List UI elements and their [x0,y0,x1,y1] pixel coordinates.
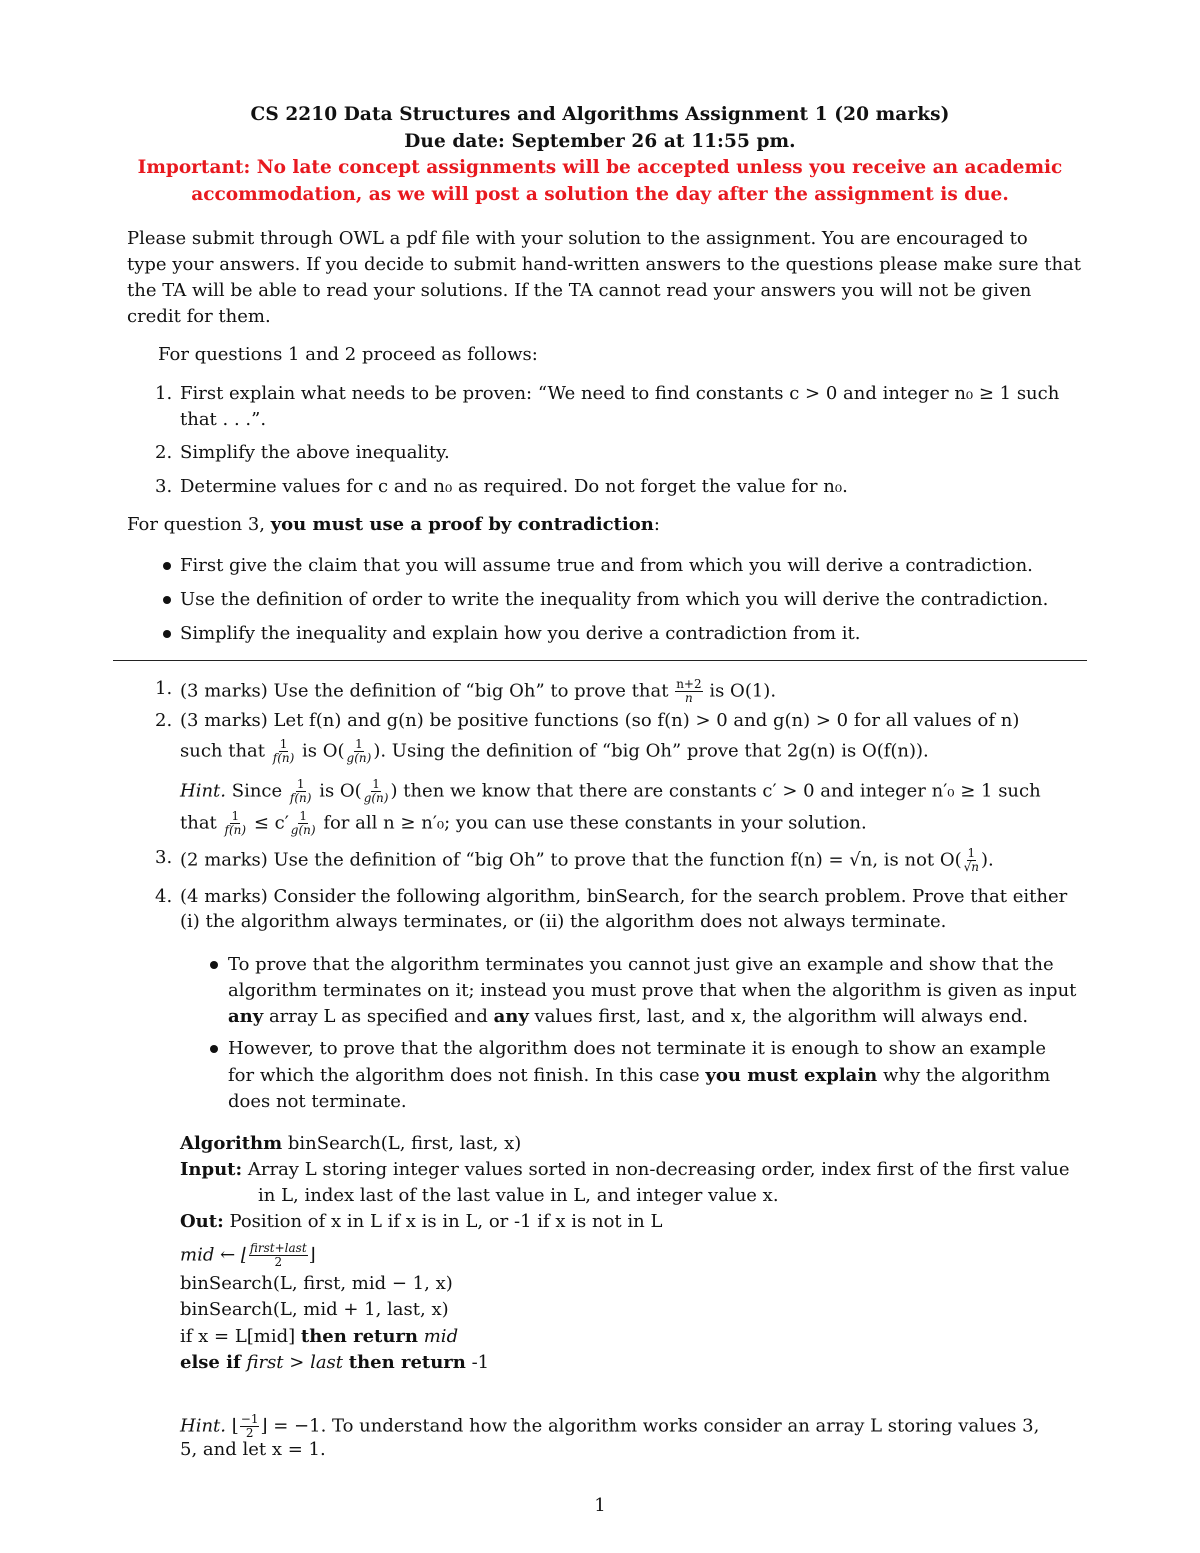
else-condition: first > last [240,1352,349,1373]
algorithm-call-1: binSearch(L, first, mid − 1, x) [180,1273,453,1294]
question-1-number: 1. [155,678,173,699]
final-hint-line-2: 5, and let x = 1. [180,1439,326,1460]
q2-frac-num: 1 [355,737,363,751]
mid-frac-den: 2 [274,1255,283,1269]
question-2-line-1: (3 marks) Let f(n) and g(n) be positive functions (so f(n) > 0 and g(n) > 0 for all values of n) [180,710,1020,731]
q12-step-1-line-2: that . . .”. [180,409,267,430]
due-date: Due date: September 26 at 11:55 pm. [404,131,796,152]
hint-frac-den: 2 [245,1426,254,1440]
q2-frac-den-f: f(n) [272,751,295,765]
hint-fraction [240,1413,260,1440]
assignment-title: CS 2210 Data Structures and Algorithms Assignment 1 (20 marks) [250,104,950,125]
q2-frac-num: 1 [296,777,305,791]
q4-must-explain: you must explain [705,1065,878,1086]
q12-step-1-line-1: First explain what needs to be proven: “We need to find constants c > 0 and integer n₀ ≥ 1 such [180,383,1060,404]
q4-any-2: any [493,1006,529,1027]
q2-hint-label: Hint. [180,780,227,802]
algorithm-out [180,1211,662,1233]
q2-frac-num: 1 [372,777,380,791]
q2-fraction-f [272,738,296,765]
out-label: Out: [180,1211,224,1232]
algorithm-if-line [180,1326,458,1348]
else-return-value: -1 [465,1352,490,1373]
q2-hint2-fraction-g [290,810,317,837]
q12-step-3: Determine values for c and n₀ as required. Do not forget the value for n₀. [180,476,848,497]
hint-text: ⌋ = −1. To understand how the algorithm works consider an array L storing values 3, [260,1415,1040,1437]
q2-fraction-g [346,738,373,765]
mid-frac-num: first+last [249,1241,307,1255]
q4-any-1: any [228,1006,264,1027]
algorithm-keyword: Algorithm [180,1133,283,1154]
question-3-number: 3. [155,847,173,868]
intro-line-2: type your answers. If you decide to submit hand-written answers to the questions please make sure that [127,254,1082,275]
final-hint-line-1 [180,1413,1039,1440]
q4-bullet-1-line-1: To prove that the algorithm terminates you cannot just give an example and show that the [228,954,1054,975]
q2-hint2-fraction-f [224,810,248,837]
hint-frac-num: −1 [240,1412,259,1426]
q4-bullet-1-line-2: algorithm terminates on it; instead you must prove that when the algorithm is given as input [228,980,1077,1001]
question-1 [180,678,776,705]
q12-step-2: Simplify the above inequality. [180,442,450,463]
then-return-2: then return [348,1352,466,1373]
algorithm-header [180,1133,521,1155]
input-label: Input: [180,1159,243,1180]
algorithm-mid-line [180,1242,316,1269]
q2-frac-den-g: g(n) [346,751,372,765]
q12-step-1-number: 1. [155,383,173,404]
q3-bullet-2: Use the definition of order to write the inequality from which you will derive the contradiction. [180,589,1049,610]
important-notice-line-1: Important: No late concept assignments will be accepted unless you receive an academic [137,157,1063,178]
mid-floor-close: ⌋ [308,1244,316,1266]
q2-using-definition: ). Using the definition of “big Oh” prove that 2g(n) is O(f(n)). [373,740,929,762]
q3-frac-num: 1 [967,846,976,860]
algorithm-call-2: binSearch(L, mid + 1, last, x) [180,1299,449,1320]
q2-hint-since: Since [231,780,283,802]
important-notice-line-2: accommodation, as we will post a solution the day after the assignment is due. [191,184,1009,205]
q2-hint-leq: ≤ c′ [253,812,289,834]
q3-bullet-3: Simplify the inequality and explain how you derive a contradiction from it. [180,623,861,644]
algorithm-input-line-2: in L, index last of the last value in L, and integer value x. [258,1185,779,1206]
q3-lead-end: : [653,514,660,535]
page-number: 1 [594,1495,606,1516]
mid-assign: mid ← ⌊ [180,1244,248,1266]
q4-bullet-2-line-3: does not terminate. [228,1091,407,1112]
question-3-text: (2 marks) Use the definition of “big Oh” to prove that the function f(n) = √n, is not O( [180,849,962,871]
out-text: Position of x in L if x is in L, or -1 if x is not in L [223,1211,663,1232]
q2-hint-is-o: is O( [319,780,362,802]
question-2-line-2 [180,738,929,765]
else-if-keyword: else if [180,1352,241,1373]
q12-step-3-number: 3. [155,476,173,497]
then-return-1: then return [300,1326,419,1347]
q2-frac-num: 1 [231,809,240,823]
question-2-number: 2. [155,710,173,731]
q3-fraction [963,847,980,874]
q4-b1-text-a: array L as specified and [263,1006,494,1027]
q2-frac-num: 1 [299,809,307,823]
q2-such-that: such that [180,740,266,762]
intro-line-4: credit for them. [127,306,271,327]
question-4-line-2: (i) the algorithm always terminates, or (ii) the algorithm does not always terminate. [180,911,947,932]
q4-bullet-2-line-1: However, to prove that the algorithm does not terminate it is enough to show an example [228,1038,1047,1059]
q12-step-2-number: 2. [155,442,173,463]
q2-is-o: is O( [302,740,345,762]
bullet-icon [210,961,218,969]
mid-fraction [249,1242,308,1269]
q2-frac-den-f: f(n) [224,823,247,837]
q2-hint-fraction-g [363,778,390,805]
question-4-line-1: (4 marks) Consider the following algorithm, binSearch, for the search problem. Prove that either [180,886,1068,907]
input-text-1: Array L storing integer values sorted in non-decreasing order, index first of the first value [242,1159,1070,1180]
question-1-tail: is O(1). [709,680,777,702]
bullet-icon [210,1045,218,1053]
q3-lead [127,514,660,536]
final-hint-label: Hint. [180,1415,227,1437]
q2-hint-that: that [180,812,217,834]
intro-line-3: the TA will be able to read your solutions. If the TA cannot read your answers you will not be given [127,280,1032,301]
q3-frac-den: √n [963,860,980,874]
algorithm-else-line [180,1352,489,1374]
q2-frac-den-g: g(n) [363,791,389,805]
bullet-icon [163,630,171,638]
algorithm-input-line-1 [180,1159,1070,1181]
question-2-hint-line-1 [180,778,1041,805]
q2-hint-for-all: for all n ≥ n′₀; you can use these constants in your solution. [323,812,867,834]
question-3 [180,847,994,874]
q1-fraction-denominator: n [685,691,693,705]
question-2-hint-line-2 [180,810,867,837]
bullet-icon [163,562,171,570]
question-1-text: (3 marks) Use the definition of “big Oh” to prove that [180,680,669,702]
section-divider [113,660,1087,661]
q1-fraction [675,678,702,705]
q2-hint-constants: ) then we know that there are constants c′ > 0 and integer n′₀ ≥ 1 such [390,780,1041,802]
question-4-number: 4. [155,886,173,907]
q2-frac-num: 1 [279,737,288,751]
if-condition: if x = L[mid] [180,1326,301,1347]
q3-lead-bold: you must use a proof by contradiction [270,514,654,535]
q4-b2-text-b: why the algorithm [877,1065,1051,1086]
intro-line-1: Please submit through OWL a pdf file with your solution to the assignment. You are encouraged to [127,228,1028,249]
q2-frac-den-g: g(n) [290,823,316,837]
q2-frac-den-f: f(n) [289,791,312,805]
q3-lead-plain: For question 3, [127,514,271,535]
q4-b1-text-b: values first, last, and x, the algorithm will always end. [528,1006,1029,1027]
hint-floor-open: ⌊ [231,1415,239,1437]
q4-bullet-2-line-2 [228,1065,1050,1087]
q4-bullet-1-line-3 [228,1006,1028,1028]
q12-lead: For questions 1 and 2 proceed as follows: [158,344,538,365]
algorithm-signature: binSearch(L, first, last, x) [282,1133,522,1154]
q1-fraction-numerator: n+2 [676,677,702,691]
q2-hint-fraction-f [289,778,313,805]
question-3-tail: ). [981,849,994,871]
bullet-icon [163,596,171,604]
q3-bullet-1: First give the claim that you will assume true and from which you will derive a contradiction. [180,555,1033,576]
if-return-value: mid [418,1326,459,1347]
q4-b2-text-a: for which the algorithm does not finish. In this case [228,1065,706,1086]
